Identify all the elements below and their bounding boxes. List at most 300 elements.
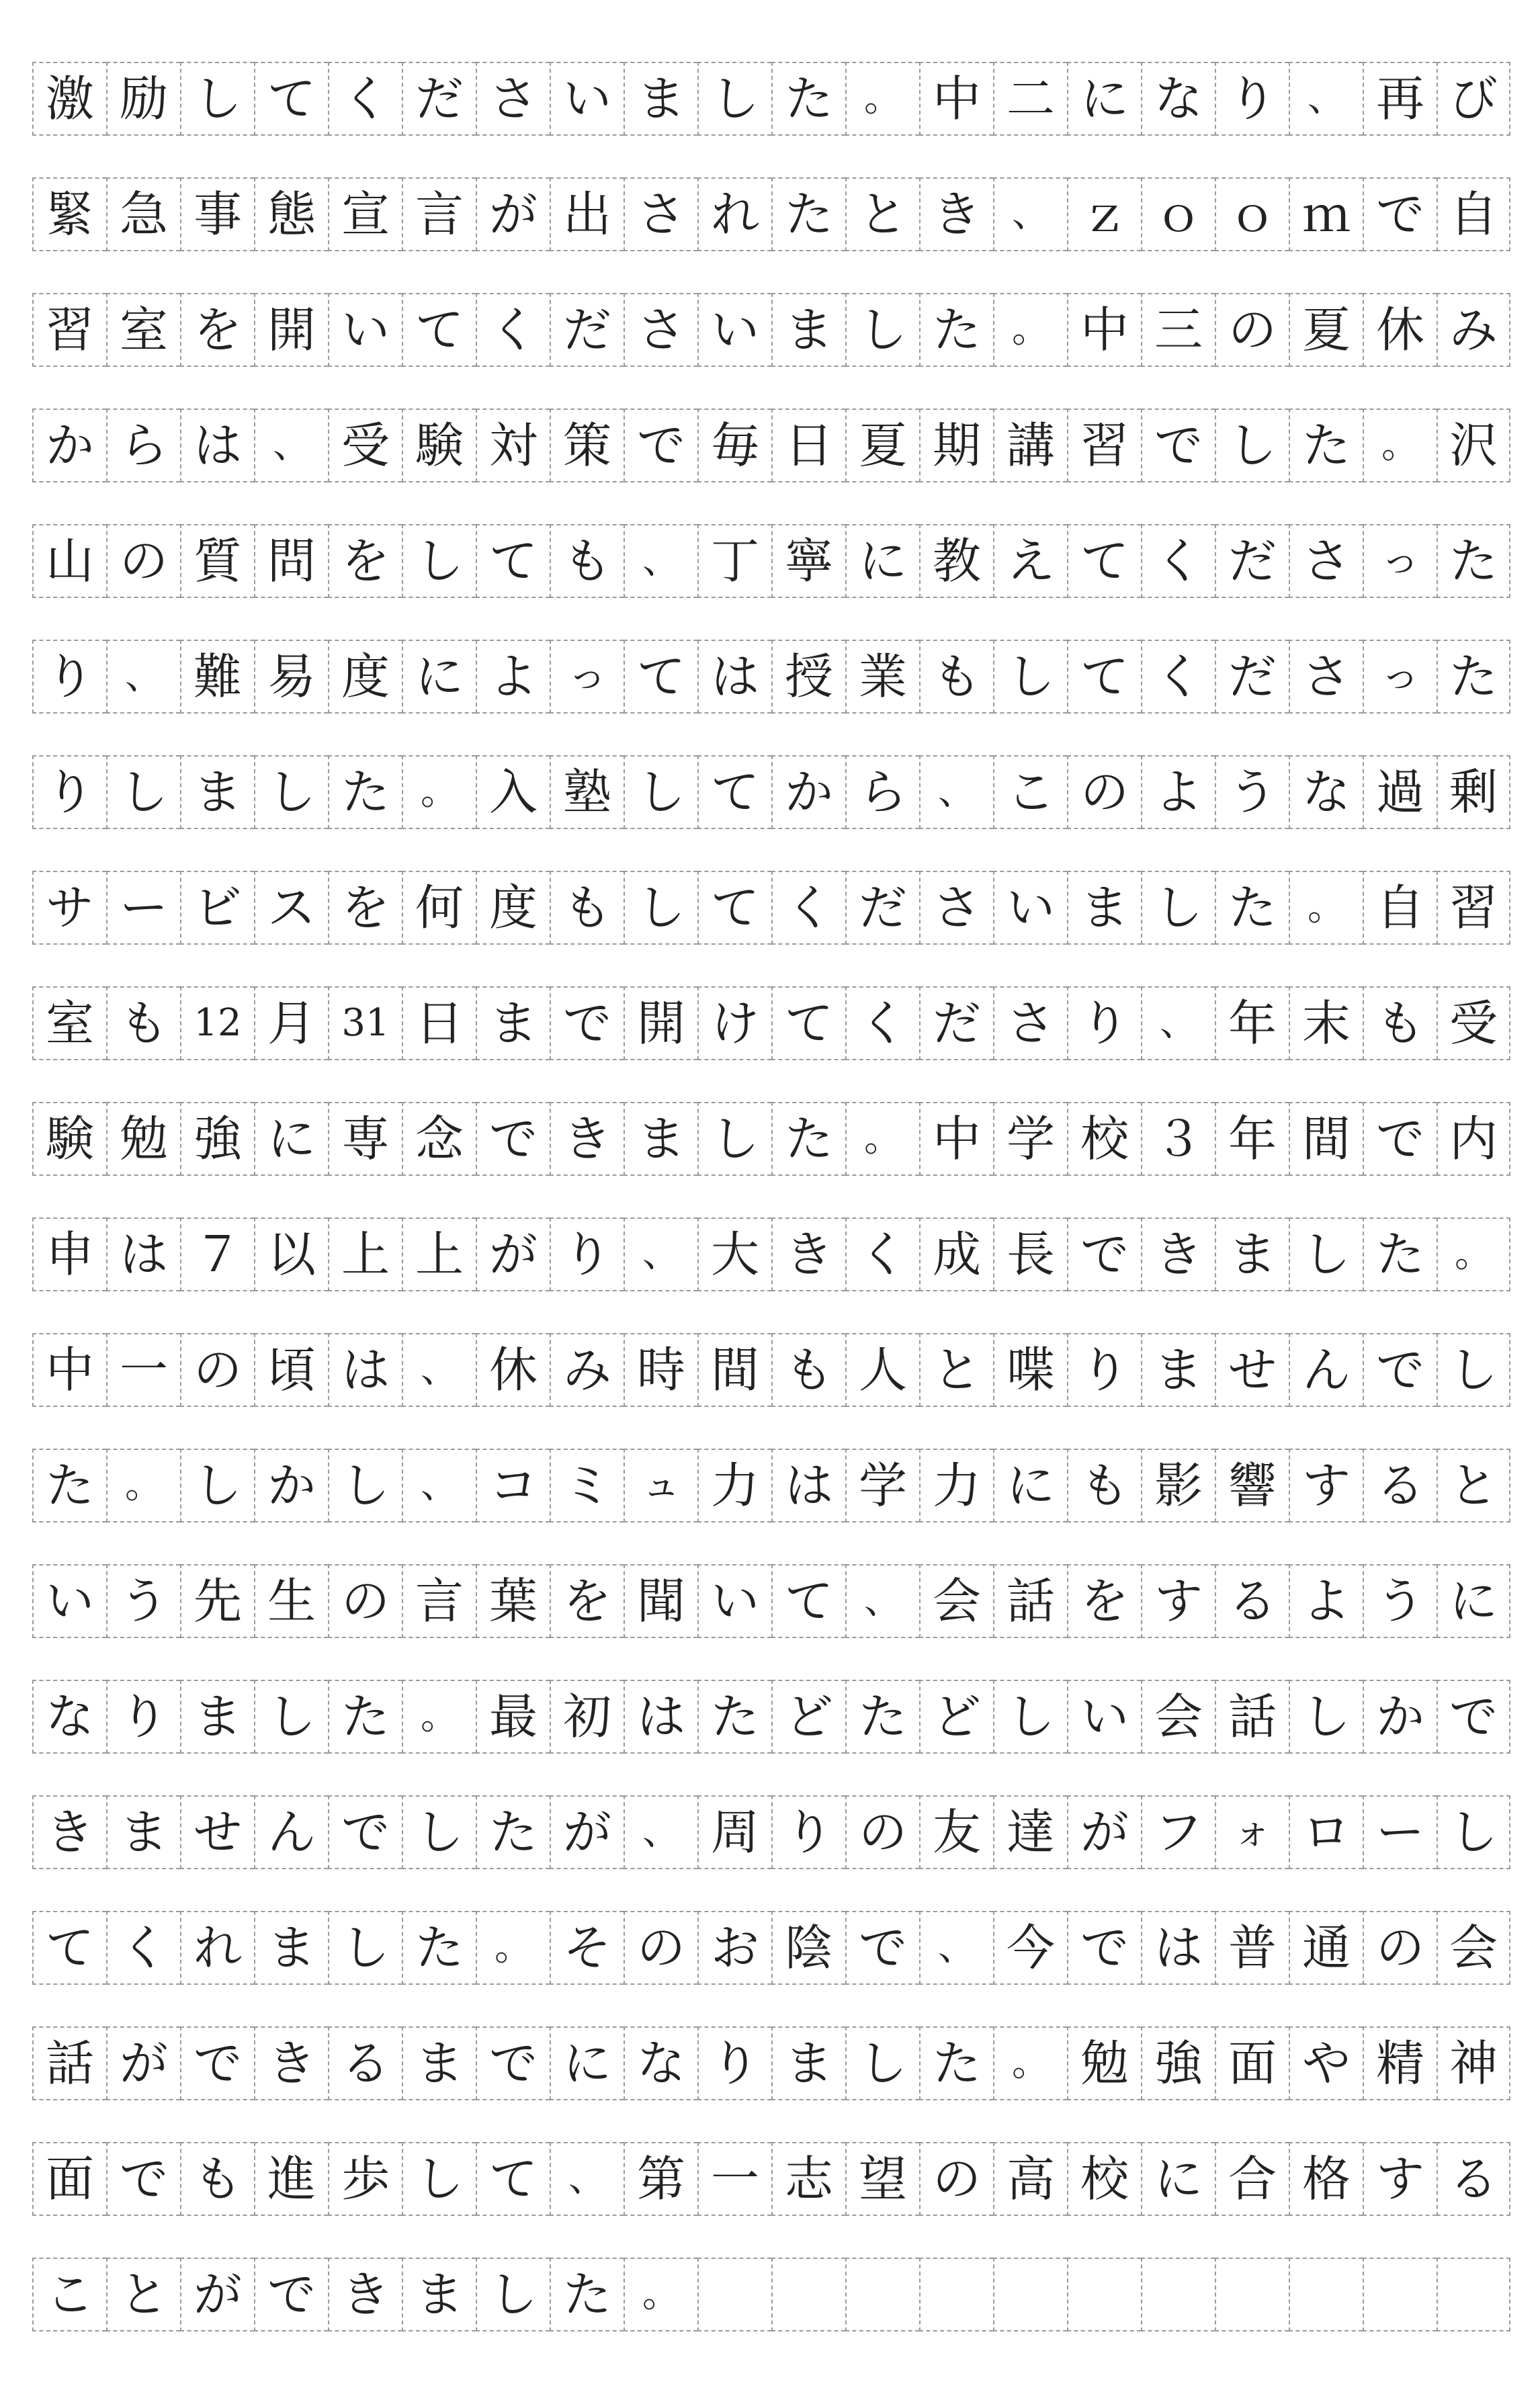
grid-cell: 言 (402, 177, 476, 251)
grid-cell: 合 (1215, 2142, 1289, 2216)
grid-cell: 、 (550, 2142, 624, 2216)
grid-cell: 講 (993, 409, 1067, 482)
grid-cell: ま (402, 2026, 476, 2100)
grid-row (32, 1217, 1510, 1291)
grid-cell: 、 (993, 177, 1067, 251)
grid-cell: た (771, 177, 845, 251)
grid-cell: 影 (1141, 1449, 1215, 1523)
grid-cell: 緊 (32, 177, 106, 251)
grid-cell: ら (106, 409, 180, 482)
grid-cell: 三 (1141, 293, 1215, 367)
grid-cell: 人 (845, 1333, 919, 1407)
grid-cell: 面 (1215, 2026, 1289, 2100)
grid-cell: の (919, 2142, 993, 2216)
grid-cell: 塾 (550, 755, 624, 829)
grid-cell: た (1215, 871, 1289, 945)
grid-cell: 話 (32, 2026, 106, 2100)
grid-cell: 再 (1363, 62, 1437, 136)
grid-cell: て (1067, 524, 1141, 598)
grid-cell: に (550, 2026, 624, 2100)
grid-cell: の (1363, 1911, 1437, 1985)
grid-cell: 会 (1141, 1680, 1215, 1754)
grid-cell: た (328, 1680, 402, 1754)
grid-cell: の (328, 1564, 402, 1638)
grid-cell: 間 (1289, 1102, 1363, 1176)
grid-cell: 沢 (1437, 409, 1510, 482)
grid-cell: コ (476, 1449, 550, 1523)
grid-cell: 中 (919, 62, 993, 136)
grid-cell: 日 (402, 986, 476, 1060)
grid-cell: 習 (1067, 409, 1141, 482)
grid-row (32, 755, 1510, 829)
grid-cell: か (32, 409, 106, 482)
grid-cell: し (697, 62, 771, 136)
grid-cell: 今 (993, 1911, 1067, 1985)
grid-cell: 事 (180, 177, 254, 251)
grid-row (32, 62, 1510, 136)
grid-cell: 聞 (624, 1564, 697, 1638)
grid-cell: 。 (476, 1911, 550, 1985)
grid-cell: り (1215, 62, 1289, 136)
grid-cell: 、 (624, 1795, 697, 1869)
grid-cell: く (845, 1217, 919, 1291)
grid-cell: 長 (993, 1217, 1067, 1291)
grid-cell: で (1437, 1680, 1510, 1754)
grid-cell: し (106, 755, 180, 829)
grid-cell: も (550, 524, 624, 598)
grid-cell: ま (771, 2026, 845, 2100)
grid-cell: 中 (32, 1333, 106, 1407)
grid-row (32, 1449, 1510, 1523)
grid-cell: ま (180, 755, 254, 829)
grid-cell: た (771, 62, 845, 136)
grid-cell: 校 (1067, 2142, 1141, 2216)
grid-cell: 望 (845, 2142, 919, 2216)
grid-cell: さ (476, 62, 550, 136)
grid-cell: を (328, 524, 402, 598)
grid-cell: っ (1363, 640, 1437, 714)
grid-cell: る (328, 2026, 402, 2100)
grid-cell: の (180, 1333, 254, 1407)
grid-cell: 中 (1067, 293, 1141, 367)
grid-cell: 喋 (993, 1333, 1067, 1407)
grid-cell: た (771, 1102, 845, 1176)
grid-cell: だ (1215, 640, 1289, 714)
grid-cell: 。 (624, 2258, 697, 2331)
grid-cell: を (550, 1564, 624, 1638)
grid-row (32, 2142, 1510, 2216)
grid-cell: し (993, 640, 1067, 714)
grid-cell: し (254, 755, 328, 829)
grid-cell: 対 (476, 409, 550, 482)
grid-cell: で (845, 1911, 919, 1985)
grid-cell: で (1141, 409, 1215, 482)
grid-cell: き (328, 2258, 402, 2331)
grid-cell: フ (1141, 1795, 1215, 1869)
grid-cell: い (32, 1564, 106, 1638)
grid-cell (771, 2258, 845, 2331)
grid-cell: し (180, 62, 254, 136)
grid-cell (697, 2258, 771, 2331)
grid-cell: し (476, 2258, 550, 2331)
grid-cell: ュ (624, 1449, 697, 1523)
grid-cell: は (106, 1217, 180, 1291)
grid-cell: 易 (254, 640, 328, 714)
grid-cell: て (697, 755, 771, 829)
grid-cell: さ (1289, 640, 1363, 714)
grid-cell: き (1141, 1217, 1215, 1291)
grid-cell: 教 (919, 524, 993, 598)
grid-cell: 精 (1363, 2026, 1437, 2100)
grid-cell: さ (624, 293, 697, 367)
grid-cell: よ (1289, 1564, 1363, 1638)
grid-cell: 質 (180, 524, 254, 598)
grid-cell: た (550, 2258, 624, 2331)
grid-cell: に (1141, 2142, 1215, 2216)
grid-cell: た (919, 2026, 993, 2100)
grid-cell: 話 (1215, 1680, 1289, 1754)
grid-cell: 大 (697, 1217, 771, 1291)
grid-cell: く (845, 986, 919, 1060)
grid-cell: は (697, 640, 771, 714)
grid-cell: で (1363, 177, 1437, 251)
grid-cell: や (1289, 2026, 1363, 2100)
grid-cell: す (1289, 1449, 1363, 1523)
grid-cell: 神 (1437, 2026, 1510, 2100)
grid-row (32, 1680, 1510, 1754)
grid-cell: 末 (1289, 986, 1363, 1060)
grid-cell: さ (919, 871, 993, 945)
grid-cell (1141, 2258, 1215, 2331)
grid-cell: で (1363, 1102, 1437, 1176)
grid-cell: 、 (624, 1217, 697, 1291)
grid-cell: が (106, 2026, 180, 2100)
grid-cell: 、 (402, 1449, 476, 1523)
grid-cell: し (328, 1911, 402, 1985)
grid-row (32, 1564, 1510, 1638)
grid-cell: ん (1289, 1333, 1363, 1407)
grid-cell: 陰 (771, 1911, 845, 1985)
grid-cell: し (1437, 1795, 1510, 1869)
grid-cell: 達 (993, 1795, 1067, 1869)
grid-cell: て (624, 640, 697, 714)
grid-cell: に (993, 1449, 1067, 1523)
grid-cell: よ (1141, 755, 1215, 829)
grid-cell: 夏 (1289, 293, 1363, 367)
grid-row (32, 1911, 1510, 1985)
manuscript-sheet (32, 62, 1510, 2373)
grid-cell: た (1437, 640, 1510, 714)
grid-cell: は (771, 1449, 845, 1523)
grid-cell: き (254, 2026, 328, 2100)
grid-cell: ま (476, 986, 550, 1060)
grid-cell: が (550, 1795, 624, 1869)
grid-cell: ま (1141, 1333, 1215, 1407)
grid-cell: 先 (180, 1564, 254, 1638)
grid-cell: が (1067, 1795, 1141, 1869)
grid-cell: り (106, 1680, 180, 1754)
grid-cell: 強 (1141, 2026, 1215, 2100)
grid-cell: も (919, 640, 993, 714)
grid-cell: に (254, 1102, 328, 1176)
grid-cell: 初 (550, 1680, 624, 1754)
grid-cell: 力 (697, 1449, 771, 1523)
grid-cell: し (328, 1449, 402, 1523)
grid-cell: い (328, 293, 402, 367)
grid-row (32, 2258, 1510, 2331)
grid-cell: 何 (402, 871, 476, 945)
grid-cell: く (1141, 524, 1215, 598)
grid-cell: だ (550, 293, 624, 367)
grid-cell: に (1437, 1564, 1510, 1638)
grid-cell: も (550, 871, 624, 945)
grid-cell: も (1067, 1449, 1141, 1523)
grid-cell: 休 (476, 1333, 550, 1407)
grid-cell: の (1067, 755, 1141, 829)
grid-cell: も (106, 986, 180, 1060)
grid-cell: 12 (180, 986, 254, 1060)
grid-cell: は (1141, 1911, 1215, 1985)
grid-cell: 毎 (697, 409, 771, 482)
grid-cell: し (993, 1680, 1067, 1754)
grid-cell: 、 (919, 1911, 993, 1985)
grid-cell: し (1437, 1333, 1510, 1407)
grid-cell: り (1067, 986, 1141, 1060)
grid-cell: 態 (254, 177, 328, 251)
grid-cell: っ (1363, 524, 1437, 598)
grid-cell: 校 (1067, 1102, 1141, 1176)
grid-cell: 。 (845, 62, 919, 136)
grid-cell: て (476, 524, 550, 598)
grid-cell: と (919, 1333, 993, 1407)
grid-cell: た (919, 293, 993, 367)
grid-cell: 問 (254, 524, 328, 598)
grid-cell: し (402, 524, 476, 598)
grid-cell: う (1363, 1564, 1437, 1638)
grid-cell: 年 (1215, 1102, 1289, 1176)
grid-cell: 響 (1215, 1449, 1289, 1523)
grid-cell: し (697, 1102, 771, 1176)
grid-cell: 開 (254, 293, 328, 367)
grid-cell: な (1141, 62, 1215, 136)
grid-cell: さ (993, 986, 1067, 1060)
grid-cell: 。 (1289, 871, 1363, 945)
grid-cell: ま (180, 1680, 254, 1754)
grid-cell: と (1437, 1449, 1510, 1523)
grid-cell: し (402, 1795, 476, 1869)
grid-cell: か (254, 1449, 328, 1523)
grid-cell: ま (624, 1102, 697, 1176)
grid-cell: で (1363, 1333, 1437, 1407)
grid-cell: 格 (1289, 2142, 1363, 2216)
grid-cell: み (1437, 293, 1510, 367)
grid-cell: 、 (402, 1333, 476, 1407)
grid-cell: 専 (328, 1102, 402, 1176)
grid-cell: た (476, 1795, 550, 1869)
grid-cell: 、 (1289, 62, 1363, 136)
grid-cell: 室 (106, 293, 180, 367)
grid-row (32, 177, 1510, 251)
grid-cell: 力 (919, 1449, 993, 1523)
grid-cell: 面 (32, 2142, 106, 2216)
grid-cell: よ (476, 640, 550, 714)
grid-cell: て (1067, 640, 1141, 714)
grid-cell: す (1363, 2142, 1437, 2216)
grid-cell: 成 (919, 1217, 993, 1291)
grid-cell: 言 (402, 1564, 476, 1638)
grid-cell: 友 (919, 1795, 993, 1869)
grid-row (32, 524, 1510, 598)
grid-cell: 葉 (476, 1564, 550, 1638)
grid-cell (1437, 2258, 1510, 2331)
grid-cell: 上 (328, 1217, 402, 1291)
grid-cell (1289, 2258, 1363, 2331)
grid-cell: ら (845, 755, 919, 829)
grid-cell: き (771, 1217, 845, 1291)
grid-cell: を (328, 871, 402, 945)
grid-row (32, 871, 1510, 945)
grid-row (32, 640, 1510, 714)
grid-cell: し (1215, 409, 1289, 482)
grid-cell: 、 (919, 755, 993, 829)
grid-cell: た (845, 1680, 919, 1754)
grid-cell: だ (402, 62, 476, 136)
grid-cell: び (1437, 62, 1510, 136)
grid-cell: み (550, 1333, 624, 1407)
grid-cell: 急 (106, 177, 180, 251)
grid-cell: る (1215, 1564, 1289, 1638)
grid-cell: 入 (476, 755, 550, 829)
grid-cell: り (32, 755, 106, 829)
grid-cell: 山 (32, 524, 106, 598)
grid-cell: 授 (771, 640, 845, 714)
grid-cell: を (1067, 1564, 1141, 1638)
grid-row (32, 986, 1510, 1060)
grid-cell: こ (993, 755, 1067, 829)
grid-cell: ォ (1215, 1795, 1289, 1869)
grid-cell: 出 (550, 177, 624, 251)
grid-cell: 間 (697, 1333, 771, 1407)
grid-cell: ど (919, 1680, 993, 1754)
grid-cell: 験 (32, 1102, 106, 1176)
grid-cell: く (328, 62, 402, 136)
grid-cell: て (476, 2142, 550, 2216)
grid-cell: る (1363, 1449, 1437, 1523)
grid-cell: 難 (180, 640, 254, 714)
grid-cell: 。 (845, 1102, 919, 1176)
grid-cell: 剰 (1437, 755, 1510, 829)
grid-cell: ｏ (1141, 177, 1215, 251)
grid-cell: 、 (1141, 986, 1215, 1060)
grid-cell: ま (1215, 1217, 1289, 1291)
grid-cell: 周 (697, 1795, 771, 1869)
grid-cell: 強 (180, 1102, 254, 1176)
grid-cell: い (697, 1564, 771, 1638)
grid-cell: で (624, 409, 697, 482)
grid-cell: せ (1215, 1333, 1289, 1407)
grid-cell: も (180, 2142, 254, 2216)
grid-row (32, 1102, 1510, 1176)
grid-cell: だ (1215, 524, 1289, 598)
grid-cell: さ (1289, 524, 1363, 598)
grid-cell: 期 (919, 409, 993, 482)
grid-cell: し (1141, 871, 1215, 945)
grid-cell: ３ (1141, 1102, 1215, 1176)
grid-cell: し (1289, 1680, 1363, 1754)
grid-cell: う (106, 1564, 180, 1638)
grid-cell: 。 (1437, 1217, 1510, 1291)
grid-cell: 月 (254, 986, 328, 1060)
grid-cell: ま (1067, 871, 1141, 945)
grid-cell: 、 (254, 409, 328, 482)
grid-cell: す (1141, 1564, 1215, 1638)
grid-cell: 業 (845, 640, 919, 714)
grid-cell: う (1215, 755, 1289, 829)
grid-cell: 、 (624, 524, 697, 598)
grid-cell: 勉 (1067, 2026, 1141, 2100)
grid-cell: は (624, 1680, 697, 1754)
grid-cell: の (1215, 293, 1289, 367)
grid-cell: お (697, 1911, 771, 1985)
grid-cell: 受 (1437, 986, 1510, 1060)
grid-cell: き (32, 1795, 106, 1869)
grid-cell: 頃 (254, 1333, 328, 1407)
grid-cell: 自 (1363, 871, 1437, 945)
grid-cell: か (1363, 1680, 1437, 1754)
grid-cell (993, 2258, 1067, 2331)
grid-cell: が (476, 177, 550, 251)
grid-cell: ７ (180, 1217, 254, 1291)
grid-cell: 開 (624, 986, 697, 1060)
grid-cell: 休 (1363, 293, 1437, 367)
grid-cell: 通 (1289, 1911, 1363, 1985)
grid-cell: 生 (254, 1564, 328, 1638)
grid-cell: 勉 (106, 1102, 180, 1176)
grid-cell: く (1141, 640, 1215, 714)
grid-cell: て (697, 871, 771, 945)
grid-cell: そ (550, 1911, 624, 1985)
grid-cell: 過 (1363, 755, 1437, 829)
grid-cell: 室 (32, 986, 106, 1060)
grid-cell: 習 (32, 293, 106, 367)
grid-cell: ー (1363, 1795, 1437, 1869)
grid-cell: し (845, 293, 919, 367)
grid-cell: ー (106, 871, 180, 945)
grid-cell: 励 (106, 62, 180, 136)
grid-cell: 宣 (328, 177, 402, 251)
grid-cell: 一 (106, 1333, 180, 1407)
grid-cell: ロ (1289, 1795, 1363, 1869)
grid-cell: 丁 (697, 524, 771, 598)
grid-cell: 。 (402, 1680, 476, 1754)
grid-cell: 夏 (845, 409, 919, 482)
grid-cell: し (624, 871, 697, 945)
grid-cell: で (328, 1795, 402, 1869)
grid-cell: 策 (550, 409, 624, 482)
grid-cell: ｏ (1215, 177, 1289, 251)
grid-cell: さ (624, 177, 697, 251)
grid-cell: 自 (1437, 177, 1510, 251)
grid-cell: ど (771, 1680, 845, 1754)
grid-cell (1363, 2258, 1437, 2331)
grid-cell: 度 (476, 871, 550, 945)
grid-cell: 会 (919, 1564, 993, 1638)
grid-cell: ビ (180, 871, 254, 945)
grid-cell: し (180, 1449, 254, 1523)
grid-cell: 。 (106, 1449, 180, 1523)
grid-cell: ま (106, 1795, 180, 1869)
grid-cell: 。 (993, 2026, 1067, 2100)
